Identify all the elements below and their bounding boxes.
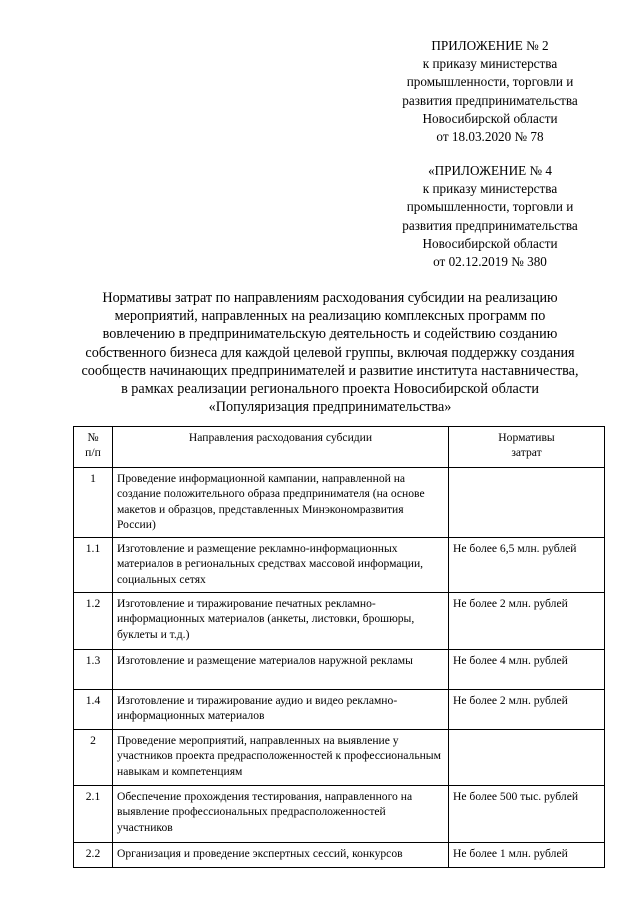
table-row [74,468,605,538]
title-line: мероприятий, направленных на реализацию комплексных программ по [114,308,546,325]
row-number: 1 [74,468,113,538]
title-line: Нормативы затрат по направлениям расходования субсидии на реализацию [102,290,558,306]
appendix-line: Новосибирской области [422,235,558,251]
row-direction: Проведение мероприятий, направленных на выявление у участников проекта предрасположенностей к профессиональным навыкам и компетенциям [113,730,449,786]
table-row [74,730,605,786]
table-row [74,843,605,868]
title-line: собственного бизнеса для каждой целевой группы, включая поддержку создания [85,344,575,361]
row-norm [449,730,605,786]
row-direction: Изготовление и размещение рекламно-информационных материалов в региональных средствах массовой информации, социальных сетях [113,538,449,593]
appendix-line: промышленности, торговли и [406,199,574,215]
appendix-line: промышленности, торговли и [406,74,574,90]
title-line: сообществ начинающих предпринимателей и развитие института наставничества, [81,362,579,379]
cost-norms-table [73,426,605,868]
table-row [74,690,605,730]
document-title [40,289,620,416]
row-number: 1.2 [74,593,113,650]
table-row [74,650,605,690]
row-norm: Не более 500 тыс. рублей [449,786,605,843]
appendix-line: ПРИЛОЖЕНИЕ № 2 [431,38,549,53]
row-norm: Не более 6,5 млн. рублей [449,538,605,593]
row-norm [449,468,605,538]
row-direction: Изготовление и тиражирование печатных рекламно-информационных материалов (анкеты, листовки, брошюры, буклеты и т.д.) [113,593,449,650]
header-norm-line1: Нормативы [498,431,555,444]
row-number: 2.1 [74,786,113,843]
row-direction: Изготовление и размещение материалов наружной рекламы [113,650,449,690]
row-number: 2.2 [74,843,113,868]
appendix-line: от 18.03.2020 № 78 [436,129,544,145]
column-header-number [74,427,113,468]
appendix-line: «ПРИЛОЖЕНИЕ № 4 [428,163,552,178]
header-norm-line2: затрат [511,446,542,460]
title-line: вовлечению в предпринимательскую деятельность и содействию созданию [102,326,558,343]
appendix-line: от 02.12.2019 № 380 [433,254,547,270]
appendix-line: развития предпринимательства [402,217,578,233]
row-direction: Проведение информационной кампании, направленной на создание положительного образа предпринимателя (на основе макетов и образцов, представленных Минэкономразвития России) [113,468,449,538]
table-row [74,538,605,593]
row-norm: Не более 4 млн. рублей [449,650,605,690]
row-direction: Изготовление и тиражирование аудио и видео рекламно-информационных материалов [113,690,449,730]
appendix-line: Новосибирской области [422,110,558,126]
appendix-line: к приказу министерства [422,181,558,197]
appendix-header-current [370,37,610,146]
title-line: в рамках реализации регионального проекта Новосибирской области [121,381,539,398]
table-row [74,786,605,843]
row-number: 1.3 [74,650,113,690]
column-header-norm [449,427,605,468]
appendix-line: к приказу министерства [422,56,558,72]
row-number: 2 [74,730,113,786]
row-direction: Обеспечение прохождения тестирования, направленного на выявление профессиональных предрасположенностей участников [113,786,449,843]
title-line: «Популяризация предпринимательства» [208,399,452,416]
appendix-header-original [370,162,610,271]
column-header-direction: Направления расходования субсидии [113,427,449,468]
row-norm: Не более 2 млн. рублей [449,690,605,730]
appendix-line: развития предпринимательства [402,92,578,108]
row-direction: Организация и проведение экспертных сессий, конкурсов [113,843,449,868]
table-header-row [74,427,605,468]
header-number-line1: № [87,431,99,444]
row-norm: Не более 1 млн. рублей [449,843,605,868]
table-row [74,593,605,650]
row-number: 1.1 [74,538,113,593]
row-number: 1.4 [74,690,113,730]
header-number-line2: п/п [85,446,101,460]
row-norm: Не более 2 млн. рублей [449,593,605,650]
